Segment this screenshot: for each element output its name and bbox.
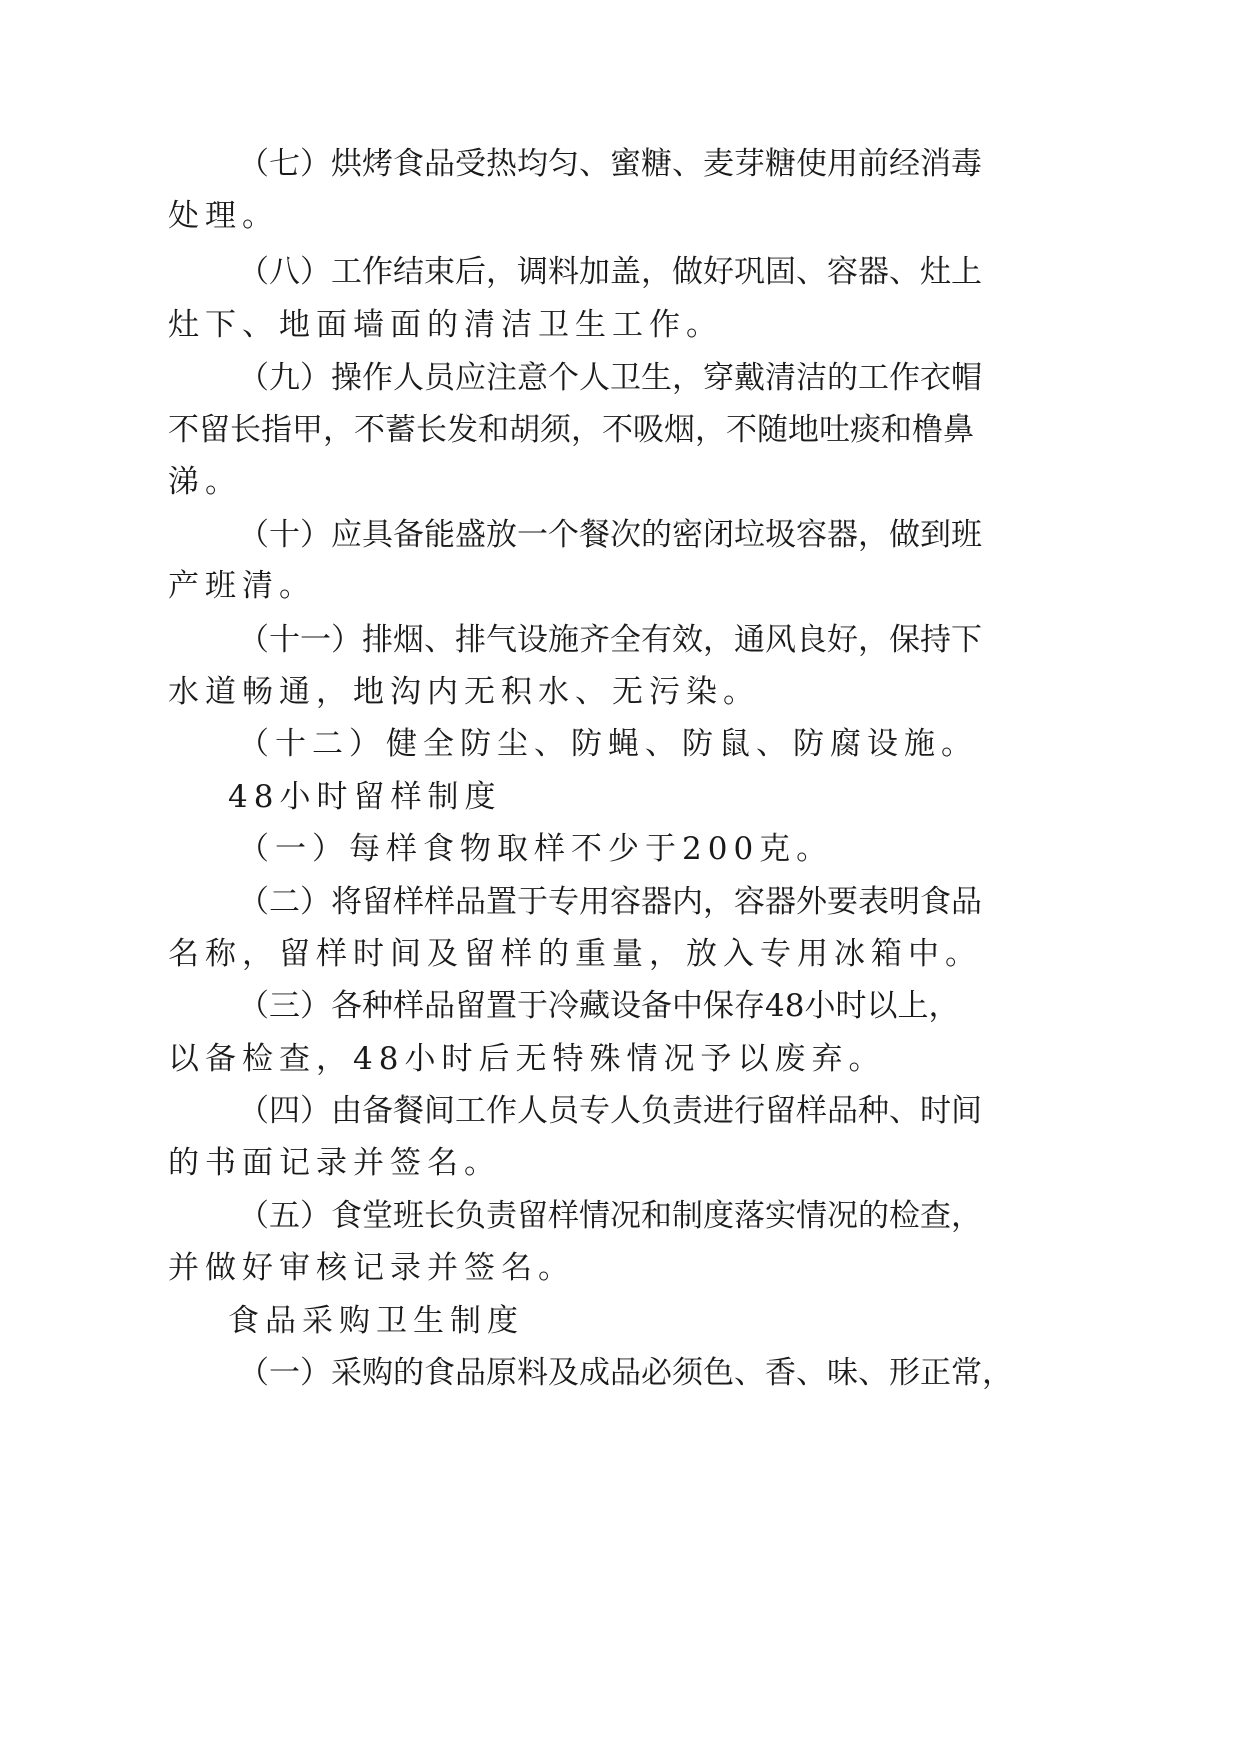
retention-item-5-line-1: （ 五 ） 食 堂 班 长 负 责 留 样 情 况 和 制 度 落 实 情 况 的 检 查 ，: [238, 1198, 982, 1234]
retention-item-2-line-2: 名称，留样时间及留样的重量，放入专用冰箱中。: [168, 936, 982, 972]
paragraph-10-line-2: 产班清。: [168, 568, 316, 604]
retention-item-5-line-2: 并做好审核记录并签名。: [168, 1250, 575, 1286]
paragraph-12-line-1: （十二）健全防尘、防蝇、防鼠、防腐设施。: [238, 726, 978, 762]
section-heading-sample-retention: 48小时留样制度: [228, 779, 502, 815]
section-heading-food-procurement: 食品采购卫生制度: [228, 1303, 524, 1339]
paragraph-7-line-1: （ 七 ） 烘 烤 食 品 受 热 均 匀 、 蜜 糖 、 麦 芽 糖 使 用 前 经 消 毒: [238, 146, 982, 182]
retention-item-1-line-1: （一）每样食物取样不少于200克。: [238, 831, 834, 867]
retention-item-4-line-2: 的书面记录并签名。: [168, 1145, 501, 1181]
paragraph-10-line-1: （ 十 ） 应 具 备 能 盛 放 一 个 餐 次 的 密 闭 垃 圾 容 器 ， 做 到 班: [238, 517, 982, 553]
paragraph-8-line-2: 灶下、地面墙面的清洁卫生工作。: [168, 307, 723, 343]
paragraph-9-line-1: （ 九 ） 操 作 人 员 应 注 意 个 人 卫 生 ， 穿 戴 清 洁 的 工 作 衣 帽: [238, 360, 982, 396]
retention-item-3-line-2: 以备检查，48小时后无特殊情况予以废弃。: [168, 1041, 886, 1077]
paragraph-9-line-3: 涕。: [168, 464, 242, 500]
paragraph-9-line-2: 不 留 长 指 甲 ， 不 蓄 长 发 和 胡 须 ， 不 吸 烟 ， 不 随 地 吐 痰 和 橹 鼻: [168, 412, 974, 448]
paragraph-7-line-2: 处理。: [168, 198, 279, 234]
procurement-item-1-line-1: （ 一 ） 采 购 的 食 品 原 料 及 成 品 必 须 色 、 香 、 味 、 形 正 常 ，: [238, 1355, 1013, 1391]
paragraph-11-line-2: 水道畅通，地沟内无积水、无污染。: [168, 674, 760, 710]
paragraph-8-line-1: （ 八 ） 工 作 结 束 后 ， 调 料 加 盖 ， 做 好 巩 固 、 容 器 、 灶 上: [238, 254, 982, 290]
retention-item-4-line-1: （ 四 ） 由 备 餐 间 工 作 人 员 专 人 负 责 进 行 留 样 品 种 、 时 间: [238, 1093, 982, 1129]
retention-item-2-line-1: （ 二 ） 将 留 样 样 品 置 于 专 用 容 器 内 ， 容 器 外 要 表 明 食 品: [238, 884, 982, 920]
retention-item-3-line-1: （ 三 ） 各 种 样 品 留 置 于 冷 藏 设 备 中 保 存 48 小 时 以 上 ，: [238, 988, 960, 1024]
paragraph-11-line-1: （ 十 一 ） 排 烟 、 排 气 设 施 齐 全 有 效 ， 通 风 良 好 ， 保 持 下: [238, 622, 982, 658]
